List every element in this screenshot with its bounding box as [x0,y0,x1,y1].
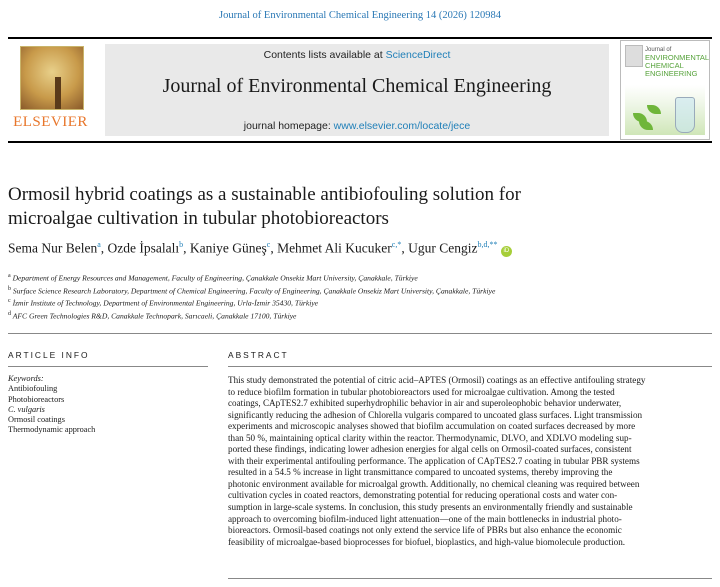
affiliations-divider [8,333,712,334]
keywords-block [8,374,208,436]
cover-journal-of: Journal of [645,47,672,53]
affiliation-marker: a [8,273,11,279]
leaf-icon [639,121,653,130]
abstract-line: feasibility of microalgae-based bioprocesses for biofuel, bioplastics, and high-value biomolecule production. [228,536,626,547]
flask-icon [675,97,695,133]
abstract-line: resulted in a 54.5 % increase in light transmittance compared to uncoated systems, thereby improving the [228,467,613,478]
cover-small-logo [625,45,643,67]
cover-journal-name: ENVIRONMENTAL CHEMICAL ENGINEERING [645,53,709,78]
author-affiliation-marker[interactable]: c,* [391,240,402,249]
author-separator: , [100,240,108,256]
abstract-bottom-divider [228,578,712,579]
affiliation-text: İzmir Institute of Technology, Department of Environmental Engineering, Urla-İzmir 35430, Türkiye [12,299,319,308]
keyword-item[interactable]: Antibiofouling [8,384,58,394]
author-name[interactable]: Ugur Cengiz [408,240,478,256]
author-affiliation-marker[interactable]: b [179,240,184,249]
keyword-item[interactable]: Ormosil coatings [8,415,65,425]
affiliation-item [8,309,708,322]
abstract-line: with their experimental antifouling performance. The application of CApTES2.7 coating in tubular PBR systems [228,455,640,466]
affiliation-text: Department of Energy Resources and Management, Faculty of Engineering, Çanakkale Onsekiz Mart University, Çanakkale, Türkiye [12,273,418,283]
sciencedirect-link[interactable]: ScienceDirect [385,49,451,61]
journal-title[interactable]: Journal of Environmental Chemical Engineering [162,75,552,97]
abstract-text [228,375,712,548]
abstract-line: to reduce biofilm formation in tubular photobioreactors used for microalgae cultivation. Among the tested [228,386,615,397]
article-title-line-2: microalgae cultivation in tubular photobioreactors [8,208,389,229]
author-list [8,240,708,257]
keyword-item[interactable]: C. vulgaris [8,404,45,414]
author-affiliation-marker[interactable]: c [266,240,271,249]
abstract-line: This study demonstrated the potential of citric acid–APTES (Ormosil) coatings as an effective antifouling strategy [228,375,646,385]
abstract-line: significantly reducing the adhesion of Chlorella vulgaris compared to uncoated glass surfaces. Light transmission [228,409,643,420]
keyword-item[interactable]: Photobioreactors [8,394,65,404]
homepage-prefix: journal homepage: [243,120,334,132]
author-separator: , [183,240,190,256]
article-info-heading: ARTICLE INFO [8,350,90,360]
abstract-line: ported these findings, indicating lower adhesion energies for algal cells on Ormosil-coated surfaces, consistent [228,444,632,455]
affiliation-item [8,284,708,297]
author-separator: , [401,240,409,256]
affiliation-text: Surface Science Research Laboratory, Department of Chemical Engineering, Faculty of Engineering, Çanakkale Onsekiz Mart University, Çanakkale, Türkiye [12,286,496,296]
elsevier-tree-icon [20,46,84,110]
abstract-line: photonic environment available for microalgal growth. Additionally, no chemical cleaning was required between [228,478,640,489]
elsevier-logo[interactable] [8,44,93,136]
publisher-name: ELSEVIER [13,114,88,130]
orcid-icon[interactable]: iD [501,246,512,257]
author-name[interactable]: Kaniye Güneş [189,240,267,256]
affiliation-marker: d [8,311,11,318]
abstract-line: coatings, CApTES2.7 exhibited superhydrophilic behavior in air and superoleophobic behavior underwater, [228,398,622,409]
abstract-divider [228,366,712,367]
keyword-item[interactable]: Thermodynamic approach [8,425,96,435]
article-title [8,183,708,231]
author-name[interactable]: Mehmet Ali Kucuker [277,240,392,256]
author-name[interactable]: Sema Nur Belen [8,240,98,256]
affiliation-item [8,296,708,309]
abstract-line: cultivation cycles in coated reactors, demonstrating potential for reducing operational costs and water con- [228,490,618,501]
author-affiliation-marker[interactable]: b,d,** [477,240,498,249]
masthead-top-rule [8,37,712,39]
abstract-line: bioreactors. Ormosil-based coatings not only extend the service life of PBRs but also enhance the economic [228,525,622,536]
author-separator: , [270,240,278,256]
author-name[interactable]: Ozde İpsalalı [107,240,180,256]
affiliation-text: AFC Green Technologies R&D, Canakkale Technopark, Sarıcaeli, Çanakkale 17100, Türkiye [12,311,297,321]
masthead-bottom-rule [8,141,712,143]
author-affiliation-marker[interactable]: a [97,240,101,249]
contents-lists-line [105,49,609,61]
journal-cover-thumbnail[interactable] [620,40,710,140]
keywords-label: Keywords: [8,374,44,383]
cover-image [625,85,705,135]
affiliations [8,271,708,322]
contents-prefix: Contents lists available at [263,49,386,61]
abstract-line: approach to overcoming biofilm-induced light attenuation—one of the main bottlenecks in industrial photo- [228,513,622,524]
article-info-divider [8,366,208,367]
journal-homepage-link[interactable]: www.elsevier.com/locate/jece [333,120,471,132]
abstract-line: experiments and microscopic analyses showed that biofilm accumulation on coated surfaces decreased by more [228,421,636,432]
journal-homepage-line [105,120,609,132]
abstract-line: sumption in large-scale systems. In conclusion, this study presents an environmentally friendly and sustainable [228,502,633,513]
leaf-icon [647,105,661,114]
abstract-line: than 50 %, maintaining optical clarity within the reactor. Thermodynamic, DLVO, and XDLVO modeling sup- [228,432,632,443]
article-title-line-1: Ormosil hybrid coatings as a sustainable antibiofouling solution for [8,184,521,205]
abstract-heading: ABSTRACT [228,350,289,360]
affiliation-item [8,271,708,284]
affiliation-marker: b [8,285,11,292]
journal-citation[interactable]: Journal of Environmental Chemical Engineering 14 (2026) 120984 [219,10,501,21]
affiliation-marker: c [8,298,11,305]
